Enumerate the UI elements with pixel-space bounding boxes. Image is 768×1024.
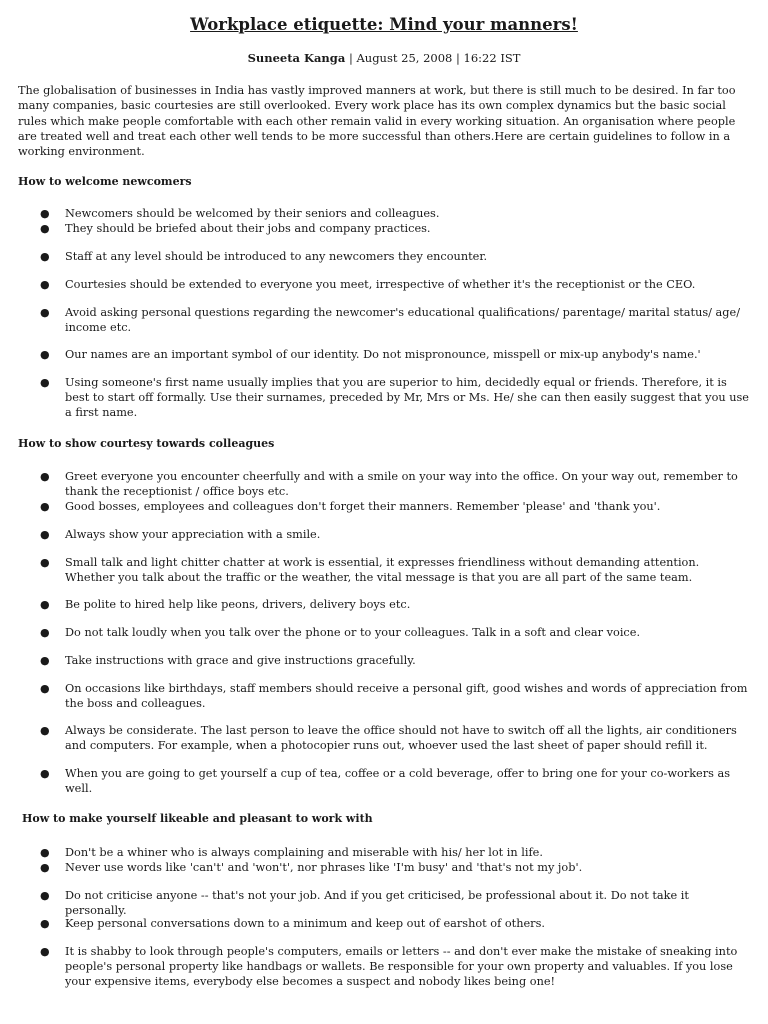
bullet-icon: ● <box>40 348 50 361</box>
publish-time: 16:22 IST <box>463 51 521 65</box>
intro-paragraph: The globalisation of businesses in India has vastly improved manners at work, but there is still much to be desired. In far too many companies, basic courtesies are still overlooked. Every work place has its own complex dynamics but the basic social rules which make people comfortable with each other remain valid in every working situation. An organisation where people are treated well and treat each other well tends to be more successful than others.Here are certain guidelines to follow in a working environment. <box>18 84 736 159</box>
list-item-text: Take instructions with grace and give instructions gracefully. <box>65 654 416 667</box>
list-item-text: Newcomers should be welcomed by their seniors and colleagues. <box>65 207 440 220</box>
bullet-icon: ● <box>40 528 50 541</box>
bullet-icon: ● <box>40 654 50 667</box>
bullet-icon: ● <box>40 846 50 859</box>
byline <box>0 51 768 65</box>
publish-date: August 25, 2008 <box>356 51 453 65</box>
section-heading-courtesy-colleagues: How to show courtesy towards colleagues <box>18 437 275 450</box>
list-item-text: When you are going to get yourself a cup of tea, coffee or a cold beverage, offer to bring one for your co-workers as well. <box>65 767 731 795</box>
bullet-icon: ● <box>40 682 50 695</box>
bullet-icon: ● <box>40 376 50 389</box>
list-item-text: Keep personal conversations down to a minimum and keep out of earshot of others. <box>65 917 545 930</box>
bullet-icon: ● <box>40 222 50 235</box>
bullet-icon: ● <box>40 724 50 737</box>
section-heading-likeable: How to make yourself likeable and pleasant to work with <box>22 812 373 825</box>
bullet-icon: ● <box>40 917 50 930</box>
bullet-icon: ● <box>40 306 50 319</box>
list-item-text: Using someone's first name usually implies that you are superior to him, decidedly equal or friends. Therefore, it is best to start off formally. Use their surnames, preceded by Mr, Mrs or Ms. He/ she can then easily suggest that you use a first name. <box>65 376 749 419</box>
list-item-text: Courtesies should be extended to everyone you meet, irrespective of whether it's the receptionist or the CEO. <box>65 278 696 291</box>
author-name: Suneeta Kanga <box>247 51 346 65</box>
list-item-text: On occasions like birthdays, staff members should receive a personal gift, good wishes and words of appreciation from the boss and colleagues. <box>65 682 748 710</box>
list-item-text: Always show your appreciation with a smile. <box>65 528 321 541</box>
bullet-icon: ● <box>40 470 50 483</box>
section-heading-welcome-newcomers: How to welcome newcomers <box>18 175 192 188</box>
list-item-text: It is shabby to look through people's computers, emails or letters -- and don't ever make the mistake of sneaking into people's personal property like handbags or wallets. Be responsible for your own property and valuables. If you lose your expensive items, everybody else becomes a suspect and nobody likes being one! <box>65 945 738 988</box>
list-item-text: Good bosses, employees and colleagues don't forget their manners. Remember 'please' and 'thank you'. <box>65 500 661 513</box>
list-item-text: Small talk and light chitter chatter at work is essential, it expresses friendliness without demanding attention. Whether you talk about the traffic or the weather, the vital message is that you are all part of the same team. <box>65 556 700 584</box>
byline-separator: | <box>456 51 460 65</box>
list-item-text: Do not talk loudly when you talk over the phone or to your colleagues. Talk in a soft and clear voice. <box>65 626 641 639</box>
byline-separator: | <box>348 51 353 65</box>
list-item-text: Staff at any level should be introduced to any newcomers they encounter. <box>65 250 488 263</box>
bullet-icon: ● <box>40 767 50 780</box>
list-item-text: Be polite to hired help like peons, drivers, delivery boys etc. <box>65 598 411 611</box>
bullet-icon: ● <box>40 861 50 874</box>
bullet-icon: ● <box>40 626 50 639</box>
list-item-text: They should be briefed about their jobs and company practices. <box>65 222 431 235</box>
bullet-icon: ● <box>40 500 50 513</box>
list-item-text: Never use words like 'can't' and 'won't', nor phrases like 'I'm busy' and 'that's not my job'. <box>65 861 583 874</box>
list-item-text: Don't be a whiner who is always complaining and miserable with his/ her lot in life. <box>65 846 543 859</box>
page-title: Workplace etiquette: Mind your manners! <box>190 15 578 34</box>
list-item-text: Avoid asking personal questions regarding the newcomer's educational qualifications/ parentage/ marital status/ age/ income etc. <box>65 306 740 334</box>
bullet-icon: ● <box>40 250 50 263</box>
list-item-text: Greet everyone you encounter cheerfully and with a smile on your way into the office. On your way out, remember to thank the receptionist / office boys etc. <box>65 470 738 498</box>
bullet-icon: ● <box>40 598 50 611</box>
bullet-icon: ● <box>40 278 50 291</box>
list-item-text: Do not criticise anyone -- that's not your job. And if you get criticised, be professional about it. Do not take it personally. <box>65 889 689 917</box>
bullet-icon: ● <box>40 207 50 220</box>
bullet-icon: ● <box>40 889 50 902</box>
bullet-icon: ● <box>40 556 50 569</box>
list-item-text: Our names are an important symbol of our identity. Do not mispronounce, misspell or mix-up anybody's name.' <box>65 348 701 361</box>
list-item-text: Always be considerate. The last person to leave the office should not have to switch off all the lights, air conditioners and computers. For example, when a photocopier runs out, whoever used the last sheet of paper should refill it. <box>65 724 737 752</box>
bullet-icon: ● <box>40 945 50 958</box>
